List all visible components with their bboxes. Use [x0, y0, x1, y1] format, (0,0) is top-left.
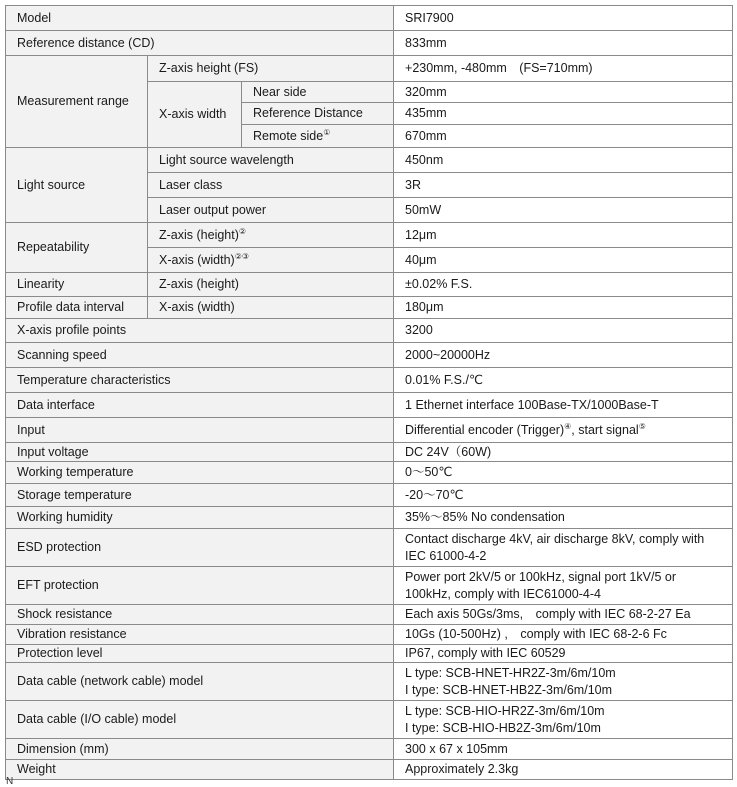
row-value: +230mm, -480mm (FS=710mm): [394, 56, 733, 82]
row-value: 300 x 67 x 105mm: [394, 739, 733, 760]
table-row: [6, 6, 733, 31]
value-line: I type: SCB-HIO-HB2Z-3m/6m/10m: [405, 720, 601, 735]
table-row: [6, 507, 733, 529]
row-value: 1 Ethernet interface 100Base-TX/1000Base-T: [394, 393, 733, 418]
row-value: 3200: [394, 319, 733, 343]
row-label: Shock resistance: [6, 605, 394, 625]
sub-label: Light source wavelength: [148, 148, 394, 173]
sub-label: X-axis width: [148, 82, 242, 148]
row-value: 3R: [394, 173, 733, 198]
table-row: [6, 148, 733, 173]
table-row: [6, 645, 733, 663]
table-row: [6, 31, 733, 56]
table-row: [6, 663, 733, 701]
table-row: [6, 223, 733, 248]
table-row: [6, 273, 733, 297]
sub-label: Z-axis (height): [148, 273, 394, 297]
row-value: 670mm: [394, 125, 733, 148]
row-value: 35%～85% No condensation: [394, 507, 733, 529]
row-value: [394, 663, 733, 701]
row-label: Measurement range: [6, 56, 148, 148]
row-value: 320mm: [394, 82, 733, 103]
table-row: [6, 529, 733, 567]
sub-label: X-axis (width): [148, 297, 394, 319]
value-text: Differential encoder (Trigger): [405, 422, 565, 437]
table-row: [6, 297, 733, 319]
spec-table: [5, 5, 733, 780]
row-value: [394, 529, 733, 567]
footnote-mark: ①: [323, 127, 331, 137]
sub-label: Laser output power: [148, 198, 394, 223]
value-line: Contact discharge 4kV, air discharge 8kV, comply with: [405, 531, 705, 546]
value-line: IEC 61000-4-2: [405, 548, 487, 563]
row-value: 50mW: [394, 198, 733, 223]
cropped-footer-text: N: [6, 776, 14, 787]
row-label: Profile data interval: [6, 297, 148, 319]
row-value: [394, 418, 733, 443]
table-row: [6, 418, 733, 443]
row-value: 180μm: [394, 297, 733, 319]
value-line: I type: SCB-HNET-HB2Z-3m/6m/10m: [405, 682, 613, 697]
row-label: Protection level: [6, 645, 394, 663]
row-value: Each axis 50Gs/3ms, comply with IEC 68-2-27 Ea: [394, 605, 733, 625]
table-row: [6, 701, 733, 739]
row-value: 10Gs (10-500Hz) , comply with IEC 68-2-6 Fc: [394, 625, 733, 645]
table-row: [6, 739, 733, 760]
sub-label: [148, 223, 394, 248]
row-label: Repeatability: [6, 223, 148, 273]
value-line: Power port 2kV/5 or 100kHz, signal port 1kV/5 or: [405, 569, 676, 584]
table-row: [6, 56, 733, 82]
label-text: Z-axis (height): [159, 227, 239, 242]
footnote-mark: ②③: [234, 251, 250, 261]
table-row: [6, 368, 733, 393]
row-label: Linearity: [6, 273, 148, 297]
row-value: Approximately 2.3kg: [394, 760, 733, 780]
row-label: Light source: [6, 148, 148, 223]
sub-label: Laser class: [148, 173, 394, 198]
row-value: -20～70℃: [394, 484, 733, 507]
row-label: Data cable (network cable) model: [6, 663, 394, 701]
row-label: Vibration resistance: [6, 625, 394, 645]
row-label: EFT protection: [6, 567, 394, 605]
table-row: [6, 319, 733, 343]
row-label: Scanning speed: [6, 343, 394, 368]
table-row: [6, 605, 733, 625]
table-row: [6, 760, 733, 780]
row-value: [394, 701, 733, 739]
table-row: [6, 443, 733, 462]
row-label: Temperature characteristics: [6, 368, 394, 393]
footnote-mark: ④: [564, 421, 572, 431]
table-row: [6, 625, 733, 645]
row-label: Dimension (mm): [6, 739, 394, 760]
sub-label: Z-axis height (FS): [148, 56, 394, 82]
row-label: X-axis profile points: [6, 319, 394, 343]
table-row: [6, 567, 733, 605]
table-row: [6, 393, 733, 418]
table-row: [6, 484, 733, 507]
row-label: Model: [6, 6, 394, 31]
value-line: 100kHz, comply with IEC61000-4-4: [405, 586, 601, 601]
sub-sub-label: [242, 125, 394, 148]
row-label: Input voltage: [6, 443, 394, 462]
row-value: ±0.02% F.S.: [394, 273, 733, 297]
row-label: Storage temperature: [6, 484, 394, 507]
row-label: Working temperature: [6, 462, 394, 484]
label-text: X-axis (width): [159, 252, 235, 267]
row-value: 0～50℃: [394, 462, 733, 484]
row-value: 833mm: [394, 31, 733, 56]
value-line: L type: SCB-HNET-HR2Z-3m/6m/10m: [405, 665, 616, 680]
sub-sub-label: Reference Distance: [242, 103, 394, 125]
row-label: Reference distance (CD): [6, 31, 394, 56]
row-value: DC 24V（60W): [394, 443, 733, 462]
footnote-mark: ⑤: [638, 421, 646, 431]
row-value: 450nm: [394, 148, 733, 173]
label-text: Remote side: [253, 128, 324, 143]
row-label: Working humidity: [6, 507, 394, 529]
footnote-mark: ②: [238, 226, 247, 236]
sub-sub-label: Near side: [242, 82, 394, 103]
value-line: L type: SCB-HIO-HR2Z-3m/6m/10m: [405, 703, 605, 718]
row-value: 40μm: [394, 248, 733, 273]
row-value: SRI7900: [394, 6, 733, 31]
row-value: 0.01% F.S./℃: [394, 368, 733, 393]
row-value: 2000~20000Hz: [394, 343, 733, 368]
row-value: 435mm: [394, 103, 733, 125]
row-value: IP67, comply with IEC 60529: [394, 645, 733, 663]
row-label: Data interface: [6, 393, 394, 418]
row-value: 12μm: [394, 223, 733, 248]
row-label: Weight: [6, 760, 394, 780]
row-value: [394, 567, 733, 605]
sub-label: [148, 248, 394, 273]
value-text: , start signal: [571, 422, 639, 437]
table-row: [6, 462, 733, 484]
row-label: ESD protection: [6, 529, 394, 567]
row-label: Data cable (I/O cable) model: [6, 701, 394, 739]
row-label: Input: [6, 418, 394, 443]
table-row: [6, 343, 733, 368]
